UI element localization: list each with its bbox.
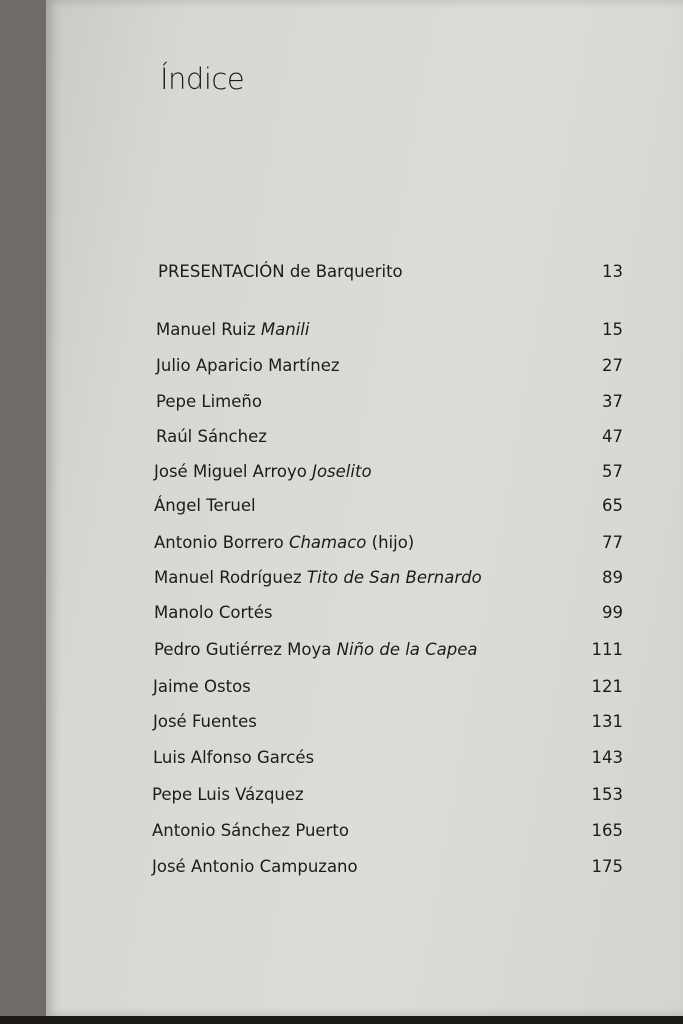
toc-entry-name: Manolo Cortés [154,603,273,622]
toc-entry-name: José Miguel Arroyo [154,462,313,481]
toc-entry [0,857,683,887]
toc-entry-name: Antonio Sánchez Puerto [152,821,349,840]
toc-entry-title [154,496,256,515]
toc-entry-suffix: (hijo) [366,533,415,552]
toc-entry [0,356,683,386]
toc-entry-name: Pepe Luis Vázquez [152,785,304,804]
toc-entry-page-number: 57 [602,462,623,481]
toc-entry-name: Pepe Limeño [156,392,262,411]
toc-entry-title [152,821,349,840]
toc-entry-page-number: 37 [602,392,623,411]
toc-entry-title [156,427,267,446]
toc-entry-name: Julio Aparicio Martínez [156,356,340,375]
toc-entry-title [152,857,358,876]
toc-entry-alias: Chamaco [288,533,367,552]
toc-entry-name: Manuel Rodríguez [154,568,307,587]
toc-entry-title [153,748,314,767]
toc-entry-title [153,677,251,696]
toc-entry-page-number: 131 [591,712,623,731]
toc-entry [0,496,683,526]
toc-entry-alias: Manili [260,320,310,339]
toc-entry-name: José Fuentes [153,712,257,731]
toc-entry-name: Jaime Ostos [153,677,251,696]
toc-entry-title [153,712,257,731]
toc-entry-title [156,320,309,339]
page-title: Índice [160,62,245,96]
toc-entry-title [152,785,304,804]
toc-entry [0,320,683,350]
toc-entry-name: José Antonio Campuzano [152,857,358,876]
toc-entry-page-number: 89 [602,568,623,587]
toc-entry-page-number: 165 [591,821,623,840]
toc-entry-page-number: 153 [591,785,623,804]
toc-entry-page-number: 27 [602,356,623,375]
toc-entry-page-number: 175 [591,857,623,876]
toc-entry-title [156,356,340,375]
toc-entry [0,392,683,422]
toc-entry-title [154,603,272,622]
toc-entry-name: Luis Alfonso Garcés [153,748,315,767]
toc-entry-alias: Niño de la Capea [336,640,478,659]
toc-entry-title [154,568,482,587]
toc-entry-page-number: 47 [602,427,623,446]
toc-entry [0,462,683,492]
toc-entry [0,821,683,851]
toc-entry-title [154,640,478,659]
toc-entry-page-number: 99 [602,603,623,622]
toc-entry [0,533,683,563]
toc-entry [0,712,683,742]
toc-entry-name: Raúl Sánchez [156,427,267,446]
toc-entry-page-number: 13 [602,262,623,281]
toc-entry-alias: Joselito [312,462,372,481]
page-bottom-edge [0,1016,683,1024]
toc-entry-title [156,392,262,411]
toc-entry-name: Manuel Ruiz [156,320,261,339]
toc-entry [0,427,683,457]
toc-entry-name: Ángel Teruel [154,496,256,515]
toc-entry-page-number: 143 [591,748,623,767]
toc-entry-title [158,262,403,281]
toc-entry [0,677,683,707]
toc-entry [0,640,683,670]
toc-entry [0,603,683,633]
toc-entry-page-number: 111 [591,640,623,659]
toc-entry [0,262,683,292]
toc-entry-page-number: 77 [602,533,623,552]
toc-entry-page-number: 121 [591,677,623,696]
toc-entry-page-number: 65 [602,496,623,515]
toc-entry-page-number: 15 [602,320,623,339]
toc-entry [0,785,683,815]
toc-entry-name: Antonio Borrero [154,533,289,552]
toc-entry [0,748,683,778]
toc-entry-alias: Tito de San Bernardo [306,568,482,587]
toc-entry-name: Pedro Gutiérrez Moya [154,640,337,659]
toc-entry-title [154,533,414,552]
toc-entry [0,568,683,598]
toc-entry-title [154,462,372,481]
toc-entry-name: PRESENTACIÓN de Barquerito [158,262,403,281]
